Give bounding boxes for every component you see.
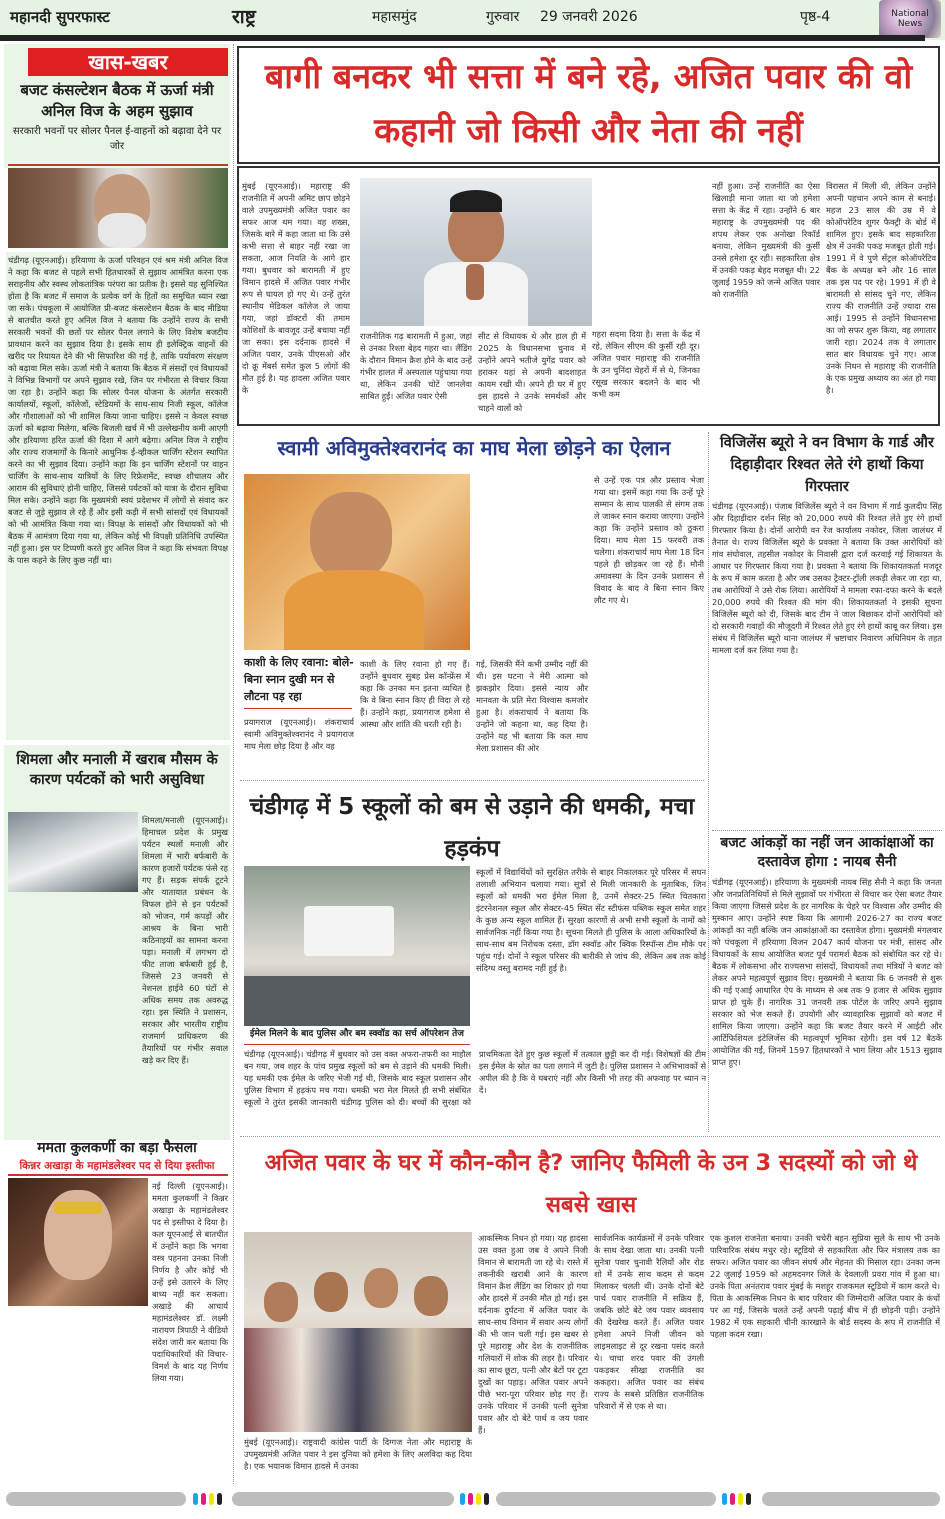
page-number: पृष्ठ-4 [800,9,831,25]
section-title: राष्ट्र [232,6,256,28]
logo-text-line1: National [891,9,929,19]
yellow-mark [738,1493,743,1505]
lead-body-col5: नहीं हुआ। उन्हें राजनीति का ऐसा खिलाड़ी माना जाता था जो हमेशा सत्ता के केंद्र में रहा। उन्होंने 6 बार महाराष्ट्र के उपमुख्यमंत्री पद की शपथ लेकर एक अनोखा रिकॉर्ड बनाया, लेकिन मुख्यमंत्री की कुर्सी उनसे हमेशा दूर रही। सहकारिता क्षेत्र में उनकी पकड़ बेहद मजबूत थी। 22 जुलाई 1959 को जन्मे अजित पवार को राजनीति [712,181,820,299]
swami-body-col4: से उन्हें एक पत्र और प्रस्ताव भेजा गया था। इसमें कहा गया कि उन्हें पूरे सम्मान के साथ पालकी से संगम तक ले जाकर स्नान कराया जाएगा। उन्होंने कहा कि उन्होंने प्रस्ताव को ठुकरा दिया। माघ मेला 15 फरवरी तक चलेगा। शंकराचार्य माघ मेला 18 दिन पहले ही छोड़कर जा रहे हैं। मौनी अमावस्या के दिन उनके प्रशासन से विवाद के बाद वे बिना स्नान किए लौट गए थे। [594,475,704,605]
family-body-col3: सार्वजनिक कार्यक्रमों में उनके परिवार के साथ देखा जाता था। उनकी पत्नी सुनेत्रा पवार चुनावी रैलियों और रोड शो में उनके साथ कदम से कदम मिलाकर चलती थीं। उनके दोनों बेटे पार्थ पवार राजनीति में सक्रिय हैं, जबकि छोटे बेटे जय पवार व्यवसाय की देखरेख करते हैं। अजित पवार हमेशा अपने निजी जीवन को लाइमलाइट से दूर रखना पसंद करते थे। चाचा शरद पवार की उंगली पकड़कर सीखा राजनीति का ककहरा। अजित पवार का संबंध राज्य के सबसे प्रतिष्ठित राजनीतिक परिवारों में से एक से था। [594,1233,704,1411]
column-separator [233,44,234,1484]
day-label: गुरुवार [486,9,520,25]
bomb-body-right: स्कूलों में विद्यार्थियों को सुरक्षित तरीके से बाहर निकालकर पूरे परिसर में सघन तलाशी अभियान चलाया गया। सूत्रों से मिली जानकारी के मुताबिक, जिन स्कूलों को धमकी भरा ईमेल मिला है, उनमें सेक्टर-25 स्थित चितकारा इंटरनेशनल स्कूल और सेक्टर-45 स्थित सेंट स्टीफंस पब्लिक स्कूल समेत शहर के कुछ अन्य स्कूल शामिल हैं। सुरक्षा कारणों से अभी सभी स्कूलों के नामों को सार्वजनिक नहीं किया गया है। सूचना मिलते ही पुलिस के आला अधिकारियों के साथ-साथ बम निरोधक दस्ता, डॉग स्क्वॉड और क्विक रिस्पॉन्स टीम मौके पर पहुंच गई। दोनों ने स्कूल परिसर की बारीकी से जांच की, लेकिन अब तक कोई संदिग्ध वस्तु बरामद नहीं हुई है। [476,867,706,973]
divider [244,1044,470,1045]
story-mamta-subhead: किन्नर अखाड़ा के महामंडलेश्वर पद से दिया इस्तीफा [19,1160,215,1172]
header-rule [0,35,925,41]
pawar-family-photo [244,1232,472,1432]
lead-body-col4: गहरा सदमा दिया है। सत्ता के केंद्र में रहे, लेकिन सीएम की कुर्सी रही दूर। अजित पवार महाराष्ट्र की राजनीति के उन चुनिंदा चेहरों में से थे, जिनका रसूख सरकार बदलने के बाद भी कभी कम [592,329,700,399]
story-mamta-headline[interactable]: ममता कुलकर्णी का बड़ा फैसला [37,1140,197,1156]
story-shimla-body: शिमला/मनाली (यूएनआई)। हिमाचल प्रदेश के प्रमुख पर्यटन स्थलों मनाली और शिमला में भारी बर्फबारी के कारण हजारों पर्यटक फंसे रह गए हैं। सड़क संपर्क टूटने और यातायात प्रबंधन के विफल होने से इन पर्यटकों को भोजन, गर्म कपड़ों और आश्रय के बिना भारी कठिनाइयों का सामना करना पड़ा। मनाली में लगभग दो फीट ताजा बर्फबारी हुई है, जिससे 23 जनवरी से नेशनल हाईवे 60 घंटों से अधिक समय तक अवरुद्ध रहा। इस स्थिति ने प्रशासन, सरकार और भारतीय राष्ट्रीय राजमार्ग प्राधिकरण की तैयारियों पर गंभीर सवाल खड़े कर दिए हैं। [142,815,228,1065]
bomb-body-bottom: चंडीगढ़ (यूएनआई)। चंडीगढ़ में बुधवार को उस वक्त अफरा-तफरी का माहौल बन गया, जब शहर के पांच प्रमुख स्कूलों को बम से उड़ाने की धमकी मिली। यह धमकी एक ईमेल के जरिए भेजी गई थी, जिसके बाद स्कूल प्रशासन और पुलिस विभाग में हड़कंप मच गया। धमकी भरा मेल मिलते ही सभी संबंधित स्कूलों ने तुरंत इसकी जानकारी चंडीगढ़ पुलिस को दी। बच्चों की सुरक्षा को प्राथमिकता देते हुए कुछ स्कूलों में तत्काल छुट्टी कर दी गई। विशेषज्ञों की टीम इस ईमेल के स्रोत का पता लगाने में जुटी है। पुलिस प्रशासन ने अभिभावकों से अपील की है कि वे घबराएं नहीं और किसी भी तरह की अफवाह पर ध्यान न दें। [244,1049,706,1107]
swami-body-col3: गई, जिसकी मैंने कभी उम्मीद नहीं की थी। इस घटना ने मेरी आत्मा को झकझोर दिया। इससे न्याय और मानवता के प्रति मेरा विश्वास कमजोर हुआ है। शंकराचार्य ने बताया कि उन्होंने जो कहना था, कह दिया है। उन्होंने यह भी बताया कि कल माघ मेला प्रशासन की ओर [476,659,588,753]
vigilance-headline[interactable]: विजिलेंस ब्यूरो ने वन विभाग के गार्ड और दिहाड़ीदार रिश्वत लेते रंगे हाथों किया गिरफ्तार [720,435,934,495]
divider [712,830,942,831]
swami-photo [244,474,470,650]
black-mark [217,1493,222,1505]
divider [240,1136,940,1137]
print-registration-bar [6,1492,186,1506]
ajit-pawar-namaste-photo [360,178,592,326]
magenta-mark [468,1493,473,1505]
logo-text-line2: News [897,19,923,29]
anil-vij-photo [8,168,228,248]
edition-city: महासमुंद [372,9,417,25]
black-mark [746,1493,751,1505]
cmyk-marks [460,1493,489,1505]
bomb-photo-caption: ईमेल मिलने के बाद पुलिस और बम स्क्वॉड का सर्च ऑपरेशन तेज [250,1029,464,1039]
magenta-mark [201,1493,206,1505]
cyan-mark [722,1493,727,1505]
divider [244,708,352,709]
cmyk-marks [722,1493,751,1505]
print-registration-bar [496,1492,716,1506]
print-registration-bar [762,1492,940,1506]
family-body-col4: एक कुशल राजनेता बनाया। उनकी चचेरी बहन सुप्रिया सुले के साथ भी उनके पारिवारिक संबंध मधुर रहे। स्टूडियो से सहकारिता और फिर मंत्रालय तक का सफर। अजित पवार का जीवन संघर्ष और मेहनत की मिसाल रहा। उनका जन्म 22 जुलाई 1959 को अहमदनगर जिले के देवलाली प्रवरा गांव में हुआ था। उनके पिता अनंतराव पवार मुंबई के मशहूर राजकमल स्टूडियो में काम करते थे। पिता के आकस्मिक निधन के बाद परिवार की जिम्मेदारी अजित पवार के कंधों पर आ गई, जिसके चलते उन्हें अपनी पढ़ाई बीच में ही छोड़नी पड़ी। उन्होंने 1982 में एक सहकारी चीनी कारखाने के बोर्ड सदस्य के रूप में राजनीति में पहला कदम रखा। [710,1233,940,1339]
story-vij-headline[interactable]: बजट कंसल्टेशन बैठक में ऊर्जा मंत्री अनिल विज के अहम सुझाव [20,81,214,120]
masthead-bar [0,0,945,40]
cmyk-marks [193,1493,222,1505]
swami-body-col1: प्रयागराज (यूएनआई)। शंकराचार्य स्वामी अविमुक्तेश्वरानंद ने प्रयागराज माघ मेला छोड़ दिया है और वह [244,717,354,751]
bomb-threat-headline[interactable]: चंडीगढ़ में 5 स्कूलों को बम से उड़ाने की धमकी, मचा हड़कंप [249,794,695,862]
swami-body-col2: काशी के लिए रवाना हो गए हैं। उन्होंने बुधवार सुबह प्रेस कॉन्फ्रेंस में कहा कि उनका मन इतना व्यथित है कि वे बिना स्नान किए ही विदा ले रहे हैं। उन्होंने कहा, प्रयागराज हमेशा से आस्था और शांति की धरती रही है। [360,659,470,729]
story-mamta-body: नई दिल्ली (यूएनआई)। ममता कुलकर्णी ने किन्नर अखाड़ा के महामंडलेश्वर पद से इस्तीफा दे दिया है। कल यूएनआई से बातचीत में उन्होंने कहा कि भगवा वस्त्र पहनना उनका निजी निर्णय है और कोई भी उन्हें इसे उतारने के लिए बाध्य नहीं कर सकता। अखाड़े की आचार्य महामंडलेश्वर डॉ. लक्ष्मी नारायण त्रिपाठी ने वीडियो संदेश जारी कर बताया कि पदाधिकारियों की विचार-विमर्श के बाद यह निर्णय लिया गया। [152,1181,228,1383]
saini-body: चंडीगढ़ (यूएनआई)। हरियाणा के मुख्यमंत्री नायब सिंह सैनी ने कहा कि जनता और जनप्रतिनिधियों से मिले सुझावों पर गंभीरता से विचार कर ऐसा बजट तैयार किया जाएगा जिससे प्रदेश के हर नागरिक के चेहरे पर विश्वास और उम्मीद की मुस्कान आए। उन्होंने स्पष्ट किया कि आगामी 2026-27 का राज्य बजट आंकड़ों का नहीं बल्कि जन आकांक्षाओं का दस्तावेज होगा। मुख्यमंत्री मंगलवार को पंचकूला में हरियाणा विजन 2047 कार्य योजना पर मंत्री, सांसद और विधायकों के साथ आयोजित बजट पूर्व परामर्श बैठक को संबोधित कर रहे थे। बैठक में लोकसभा और राज्यसभा सांसदों, विधायकों तथा मंत्रियों ने बजट को लेकर अपने महत्वपूर्ण सुझाव दिए। मुख्यमंत्री ने बताया कि 6 जनवरी से शुरू की गई एआई आधारित ऐप के माध्यम से अब तक 9 हजार से अधिक सुझाव प्राप्त हो चुके हैं। नागरिक 31 जनवरी तक पोर्टल के जरिए अपने सुझाव सरकार को भेज सकते हैं। उपयोगी और व्यावहारिक सुझावों को बजट में शामिल किया जाएगा। उन्होंने कहा कि बजट तैयार करने में आईटी और आर्टिफिशियल इंटेलिजेंस की महत्वपूर्ण भूमिका रहेगी। इस वर्ष 12 बैठकें आयोजित की गईं, जिनमें 1597 हितधारकों ने भाग लिया और 1513 सुझाव प्राप्त हुए। [712,877,942,1067]
lead-headline[interactable]: बागी बनकर भी सत्ता में बने रहे, अजित पवार की वो कहानी जो किसी और नेता की नहीं [237,46,940,164]
lead-body-col6: विरासत में मिली थी, लेकिन उन्होंने अपनी पहचान अपने काम से बनाई। महज 23 साल की उम्र में वे कोऑपरेटिव शुगर फैक्ट्री के बोर्ड में शामिल हुए। इसके बाद सहकारिता क्षेत्र में उनकी पकड़ मजबूत होती गई। 1991 में वे पुणे सेंट्रल कोऑपरेटिव बैंक के अध्यक्ष बने और 16 साल तक इस पद पर रहे। 1991 में ही वे बारामती से सांसद चुने गए, लेकिन राज्य की राजनीति उन्हें ज्यादा रास आई। 1995 से उन्होंने विधानसभा का जो सफर शुरू किया, वह लगातार जारी रहा। 2024 तक वे लगातार सात बार विधायक चुने गए। आज उनके निधन से महाराष्ट्र की राजनीति के एक प्रमुख अध्याय का अंत हो गया है। [826,181,936,395]
divider [8,164,228,166]
column-separator [708,432,709,1132]
story-shimla-headline[interactable]: शिमला और मनाली में खराब मौसम के कारण पर्यटकों को भारी असुविधा [16,752,218,788]
national-news-logo [879,0,941,38]
print-registration-bar [232,1492,454,1506]
divider [8,1174,228,1176]
police-search-photo [244,866,470,1026]
lead-body-col3: सीट से विधायक थे और हाल ही में 2025 के विधानसभा चुनाव में उन्होंने अपने भतीजे युगेंद्र पवार को हराकर यहां से अपनी बादशाहत कायम रखी थी। अपने ही घर में हुए इस हादसे ने उनके समर्थकों और चाहने वालों को [478,331,586,413]
swami-headline[interactable]: स्वामी अविमुक्तेश्वरानंद का माघ मेला छोड़ने का ऐलान [277,436,671,460]
cyan-mark [193,1493,198,1505]
black-mark [484,1493,489,1505]
story-vij-subhead: सरकारी भवनों पर सोलर पैनल ई-वाहनों को बढ़ावा देने पर जोर [12,126,222,152]
saini-headline[interactable]: बजट आंकड़ों का नहीं जन आकांक्षाओं का दस्तावेज होगा : नायब सैनी [720,835,934,870]
date-label: 29 जनवरी 2026 [540,9,638,25]
yellow-mark [476,1493,481,1505]
khas-khabar-label: खास-खबर [28,48,228,76]
yellow-mark [209,1493,214,1505]
divider [240,780,704,781]
story-vij-body: चंडीगढ़ (यूएनआई)। हरियाणा के ऊर्जा परिवहन एवं श्रम मंत्री अनिल विज ने कहा कि बजट से पहले सभी हितधारकों से सुझाव आमंत्रित करना एक सराहनीय और स्वस्थ लोकतांत्रिक परंपरा का प्रतीक है। इससे यह सुनिश्चित होता है कि बजट में समाज के प्रत्येक वर्ग के हितों का समुचित ध्यान रखा जा सके। पंचकूला में आयोजित प्री-बजट कंसल्टेशन बैठक के बाद मीडिया से बातचीत करते हुए अनिल विज ने बताया कि उन्होंने राज्य के सभी सरकारी भवनों की छतों पर सोलर पैनल लगाने के लिए विशेष बजटीय प्रावधान करने का सुझाव दिया है। इसके साथ ही इलेक्ट्रिक वाहनों की खरीद पर रियायत देने की भी सिफारिश की गई है, ताकि पर्यावरण संरक्षण को बढ़ावा मिल सके। ऊर्जा मंत्री ने बताया कि बैठक में संसदों एवं विधायकों ने विभिन्न विभागों पर अपने सुझाव रखे, जिन पर गंभीरता से विचार किया जा रहा है। उन्होंने कहा कि सोलर पैनल योजना के अंतर्गत सरकारी कार्यालयों, स्कूलों, कॉलेजों, स्टेडियमों के साथ-साथ निजी स्कूल, कॉलेज और गौशालाओं को भी शामिल किया जाना चाहिए। इससे न केवल स्वच्छ ऊर्जा को बढ़ावा मिलेगा, बल्कि बिजली खर्च में भी उल्लेखनीय कमी आएगी और हरियाणा हरित ऊर्जा की दिशा में आगे बढ़ेगा। अनिल विज ने राष्ट्रीय और राज्य राजमार्गों के किनारे आधुनिक ई-व्हीकल चार्जिंग स्टेशन स्थापित करने का भी सुझाव दिया। उन्होंने कहा कि इन चार्जिंग स्टेशनों पर वाहन चार्जिंग के साथ-साथ यात्रियों के लिए रिफ्रेशमेंट, स्वच्छ शौचालय और आराम की सुविधाएं होनी चाहिए, जिससे पर्यटकों को यात्रा के दौरान सुविधा मिल सके। उन्होंने कहा कि मुख्यमंत्री स्वयं प्रदेशभर में लोगों से संवाद कर बजट से जुड़े सुझाव ले रहे हैं और इसी कड़ी में सभी सांसदों एवं विधायकों को भी आमंत्रित किया गया था। विपक्ष के सांसदों और विधायकों को भी बैठक में आमंत्रण दिया गया था, लेकिन कोई भी विपक्षी प्रतिनिधि उपस्थित नहीं हुआ। इस पर टिप्पणी करते हुए अनिल विज ने कहा कि संभवतः विपक्ष के पास कहने के लिए कुछ नहीं था। [6,252,230,740]
newspaper-brand: महानदी सुपरफास्ट [10,8,110,26]
magenta-mark [730,1493,735,1505]
cyan-mark [460,1493,465,1505]
lead-body-col1: मुंबई (यूएनआई)। महाराष्ट्र की राजनीति में अपनी अमिट छाप छोड़ने वाले उपमुख्यमंत्री अजित पवार का सफर आज थम गया। वह शख्स, जिसके बारे में कहा जाता था कि उसे कभी सत्ता से बाहर नहीं रखा जा सकता, आज नियति के आगे हार गया। बुधवार को बारामती में हुए विमान हादसे में अजित पवार गंभीर रूप से घायल हो गए थे। उन्हें तुरंत स्थानीय मेडिकल कॉलेज ले जाया गया, जहां डॉक्टरों की तमाम कोशिशों के बावजूद उन्हें बचाया नहीं जा सका। इस दर्दनाक हादसे में अजित पवार, उनके पीएसओ और दो क्रू मेंबर्स समेत कुल 5 लोगों की मौत हुई है। यह हादसा अजित पवार के [242,181,350,395]
lead-body-col2: राजनीतिक गढ़ बारामती में हुआ, जहां से उनका रिश्ता बेहद गहरा था। लैंडिंग के दौरान विमान क्रैश होने के बाद उन्हें गंभीर हालत में अस्पताल पहुंचाया गया था, लेकिन उनकी चोटें जानलेवा साबित हुईं। अजित पवार ऐसी [360,331,472,401]
swami-subhead: काशी के लिए रवाना: बोले- बिना स्नान दुखी मन से लौटना पड़ रहा [244,656,354,703]
family-body-col2: आकस्मिक निधन हो गया। यह हादसा उस वक्त हुआ जब वे अपने निजी विमान से बारामती जा रहे थे। रास्ते में तकनीकी खराबी आने के कारण विमान क्रैश लैंडिंग का शिकार हो गया और हादसे में उनकी मौत हो गई। इस दर्दनाक दुर्घटना में अजित पवार के साथ-साथ विमान में सवार अन्य लोगों की भी जान चली गई। इस खबर से पूरे महाराष्ट्र और देश के राजनीतिक गलियारों में शोक की लहर है। परिवार का साथ छूटा, पत्नी और बेटों पर टूटा दुखों का पहाड़। अजित पवार अपने पीछे भरा-पूरा परिवार छोड़ गए हैं। उनके परिवार में उनकी पत्नी सुनेत्रा पवार और दो बेटे पार्थ व जय पवार हैं। [478,1233,588,1435]
family-body-col1: मुंबई (यूएनआई)। राष्ट्रवादी कांग्रेस पार्टी के दिग्गज नेता और महाराष्ट्र के उपमुख्यमंत्री अजित पवार ने इस दुनिया को हमेशा के लिए अलविदा कह दिया है। एक भयानक विमान हादसे में उनका [244,1437,472,1471]
vigilance-body: चंडीगढ़ (यूएनआई)। पंजाब विजिलेंस ब्यूरो ने वन विभाग में गार्ड कुलदीप सिंह और दिहाड़ीदार दर्शन सिंह को 20,000 रुपये की रिश्वत लेते हुए रंगे हाथों गिरफ्तार किया है। दोनों आरोपी वन रेंज कार्यालय नकोदर, जिला जालंधर में तैनात थे। राज्य विजिलेंस ब्यूरो के प्रवक्ता ने बताया कि उक्त आरोपियों को गांव संघोवाल, तहसील नकोदर के निवासी द्वारा दर्ज करवाई गई शिकायत के आधार पर गिरफ्तार किया गया है। प्रवक्ता ने बताया कि शिकायतकर्ता मजदूर के रूप में काम करता है और जब उसका ट्रैक्टर-ट्रॉली लकड़ी लेकर जा रहा था, तब आरोपियों ने उसे रोक लिया। आरोपियों ने मामला रफा-दफा करने के बदले 20,000 रुपये की रिश्वत की मांग की। शिकायतकर्ता ने इसकी सूचना विजिलेंस ब्यूरो को दी, जिसके बाद टीम ने जाल बिछाकर दोनों आरोपियों को दो सरकारी गवाहों की मौजूदगी में रिश्वत लेते हुए रंगे हाथों काबू कर लिया। इस संबंध में विजिलेंस ब्यूरो थाना जालंधर में भ्रष्टाचार निवारण अधिनियम के तहत मामला दर्ज कर लिया गया है। [712,501,942,655]
family-headline[interactable]: अजित पवार के घर में कौन-कौन है? जानिए फैमिली के उन 3 सदस्यों को जो थे सबसे खास [264,1150,918,1218]
